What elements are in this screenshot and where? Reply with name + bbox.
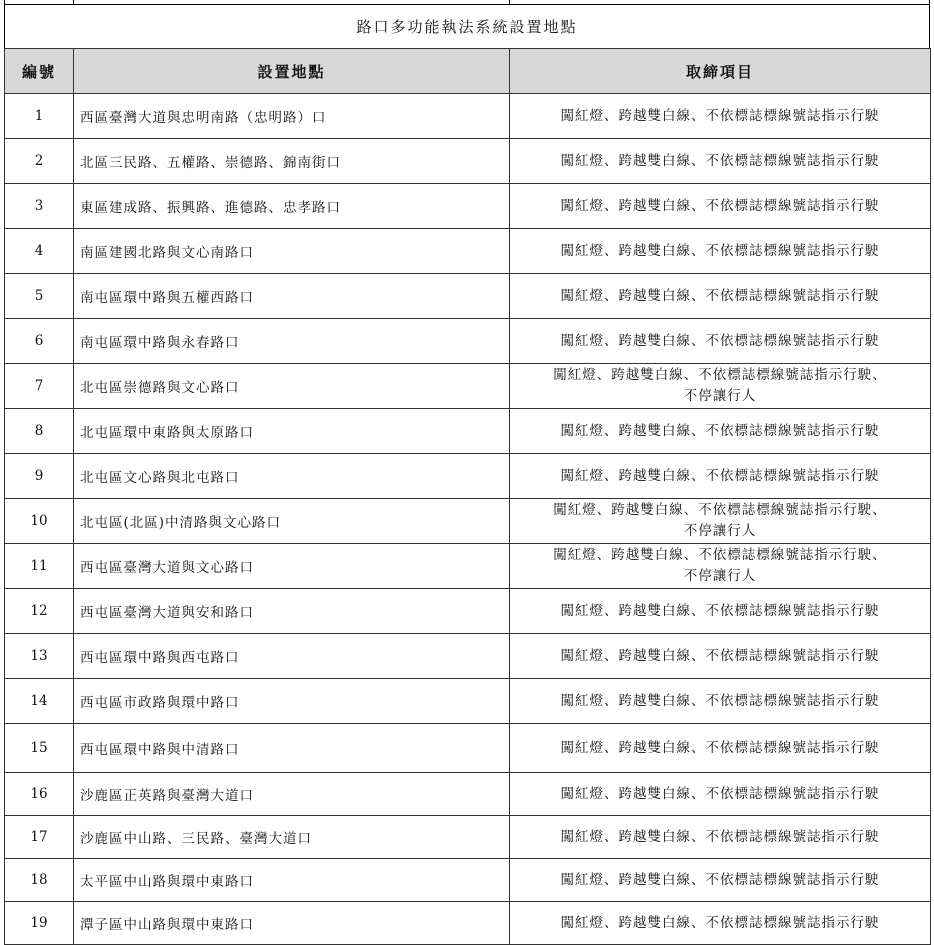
violation-line: 闖紅燈、跨越雙白線、不依標誌標線號誌指示行駛 <box>560 602 880 619</box>
row-number: 6 <box>5 319 74 364</box>
row-violations <box>510 319 931 364</box>
table-row <box>5 229 931 274</box>
row-number: 18 <box>5 859 74 902</box>
violation-line: 闖紅燈、跨越雙白線、不依標誌標線號誌指示行駛 <box>560 287 880 304</box>
violation-line: 闖紅燈、跨越雙白線、不依標誌標線號誌指示行駛 <box>560 739 880 756</box>
locations-table <box>4 48 931 945</box>
violation-line: 闖紅燈、跨越雙白線、不依標誌標線號誌指示行駛 <box>560 828 880 845</box>
table-row <box>5 409 931 454</box>
row-violations <box>510 184 931 229</box>
row-location: 沙鹿區中山路、三民路、臺灣大道口 <box>74 816 510 859</box>
violation-line: 闖紅燈、跨越雙白線、不依標誌標線號誌指示行駛 <box>560 871 880 888</box>
table-row <box>5 544 931 589</box>
row-violations <box>510 274 931 319</box>
row-number: 2 <box>5 139 74 184</box>
row-location: 潭子區中山路與環中東路口 <box>74 902 510 945</box>
row-violations <box>510 816 931 859</box>
violation-line: 闖紅燈、跨越雙白線、不依標誌標線號誌指示行駛 <box>560 242 880 259</box>
row-number: 3 <box>5 184 74 229</box>
row-location: 沙鹿區正英路與臺灣大道口 <box>74 773 510 816</box>
table-row <box>5 274 931 319</box>
violation-line: 闖紅燈、跨越雙白線、不依標誌標線號誌指示行駛、 <box>553 502 887 518</box>
row-location: 北屯區文心路與北屯路口 <box>74 454 510 499</box>
violation-line: 闖紅燈、跨越雙白線、不依標誌標線號誌指示行駛 <box>560 422 880 439</box>
violation-line: 不停讓行人 <box>683 388 757 404</box>
row-location: 北屯區崇德路與文心路口 <box>74 364 510 409</box>
header-violations: 取締項目 <box>510 49 931 94</box>
table-row <box>5 859 931 902</box>
row-violations <box>510 634 931 679</box>
row-location: 西區臺灣大道與忠明南路（忠明路）口 <box>74 94 510 139</box>
row-number: 5 <box>5 274 74 319</box>
violation-line: 闖紅燈、跨越雙白線、不依標誌標線號誌指示行駛 <box>560 467 880 484</box>
row-location: 南屯區環中路與永春路口 <box>74 319 510 364</box>
row-number: 16 <box>5 773 74 816</box>
violation-line: 闖紅燈、跨越雙白線、不依標誌標線號誌指示行駛 <box>560 107 880 124</box>
table-row <box>5 589 931 634</box>
row-location: 北屯區(北區)中清路與文心路口 <box>74 499 510 544</box>
row-violations <box>510 454 931 499</box>
table-row <box>5 364 931 409</box>
row-location: 南屯區環中路與五權西路口 <box>74 274 510 319</box>
row-violations <box>510 229 931 274</box>
row-number: 14 <box>5 679 74 724</box>
row-violations <box>510 589 931 634</box>
row-number: 10 <box>5 499 74 544</box>
row-violations <box>510 724 931 773</box>
violation-line: 不停讓行人 <box>683 568 757 584</box>
violation-line: 闖紅燈、跨越雙白線、不依標誌標線號誌指示行駛、 <box>553 547 887 563</box>
row-violations <box>510 409 931 454</box>
violation-line: 闖紅燈、跨越雙白線、不依標誌標線號誌指示行駛、 <box>553 367 887 383</box>
violation-line: 闖紅燈、跨越雙白線、不依標誌標線號誌指示行駛 <box>560 152 880 169</box>
row-violations <box>510 773 931 816</box>
row-violations <box>510 499 931 544</box>
row-violations <box>510 94 931 139</box>
row-violations <box>510 679 931 724</box>
table-row <box>5 902 931 945</box>
table-row <box>5 499 931 544</box>
row-location: 太平區中山路與環中東路口 <box>74 859 510 902</box>
row-location: 西屯區市政路與環中路口 <box>74 679 510 724</box>
row-number: 1 <box>5 94 74 139</box>
row-location: 北屯區環中東路與太原路口 <box>74 409 510 454</box>
table-title: 路口多功能執法系統設置地點 <box>4 4 930 48</box>
row-location: 北區三民路、五權路、崇德路、錦南街口 <box>74 139 510 184</box>
row-location: 南區建國北路與文心南路口 <box>74 229 510 274</box>
row-number: 7 <box>5 364 74 409</box>
row-location: 東區建成路、振興路、進德路、忠孝路口 <box>74 184 510 229</box>
row-violations <box>510 364 931 409</box>
violation-line: 闖紅燈、跨越雙白線、不依標誌標線號誌指示行駛 <box>560 914 880 931</box>
violation-line: 闖紅燈、跨越雙白線、不依標誌標線號誌指示行駛 <box>560 332 880 349</box>
row-number: 4 <box>5 229 74 274</box>
row-number: 12 <box>5 589 74 634</box>
table-row <box>5 724 931 773</box>
header-row <box>5 49 931 94</box>
row-number: 17 <box>5 816 74 859</box>
table-row <box>5 184 931 229</box>
table-row <box>5 634 931 679</box>
table-row <box>5 94 931 139</box>
row-location: 西屯區環中路與中清路口 <box>74 724 510 773</box>
row-number: 8 <box>5 409 74 454</box>
row-violations <box>510 544 931 589</box>
table-row <box>5 319 931 364</box>
row-location: 西屯區臺灣大道與文心路口 <box>74 544 510 589</box>
table-row <box>5 454 931 499</box>
violation-line: 闖紅燈、跨越雙白線、不依標誌標線號誌指示行駛 <box>560 785 880 802</box>
table-row <box>5 816 931 859</box>
row-number: 19 <box>5 902 74 945</box>
header-number: 編號 <box>5 49 74 94</box>
violation-line: 闖紅燈、跨越雙白線、不依標誌標線號誌指示行駛 <box>560 692 880 709</box>
row-violations <box>510 139 931 184</box>
table-row <box>5 139 931 184</box>
table-row <box>5 679 931 724</box>
table-row <box>5 773 931 816</box>
row-violations <box>510 902 931 945</box>
violation-line: 不停讓行人 <box>683 523 757 539</box>
violation-line: 闖紅燈、跨越雙白線、不依標誌標線號誌指示行駛 <box>560 647 880 664</box>
row-number: 11 <box>5 544 74 589</box>
row-violations <box>510 859 931 902</box>
header-location: 設置地點 <box>74 49 510 94</box>
row-number: 9 <box>5 454 74 499</box>
violation-line: 闖紅燈、跨越雙白線、不依標誌標線號誌指示行駛 <box>560 197 880 214</box>
enforcement-locations-sheet <box>4 4 930 941</box>
row-location: 西屯區臺灣大道與安和路口 <box>74 589 510 634</box>
row-number: 15 <box>5 724 74 773</box>
row-location: 西屯區環中路與西屯路口 <box>74 634 510 679</box>
table-body <box>5 94 931 945</box>
row-number: 13 <box>5 634 74 679</box>
